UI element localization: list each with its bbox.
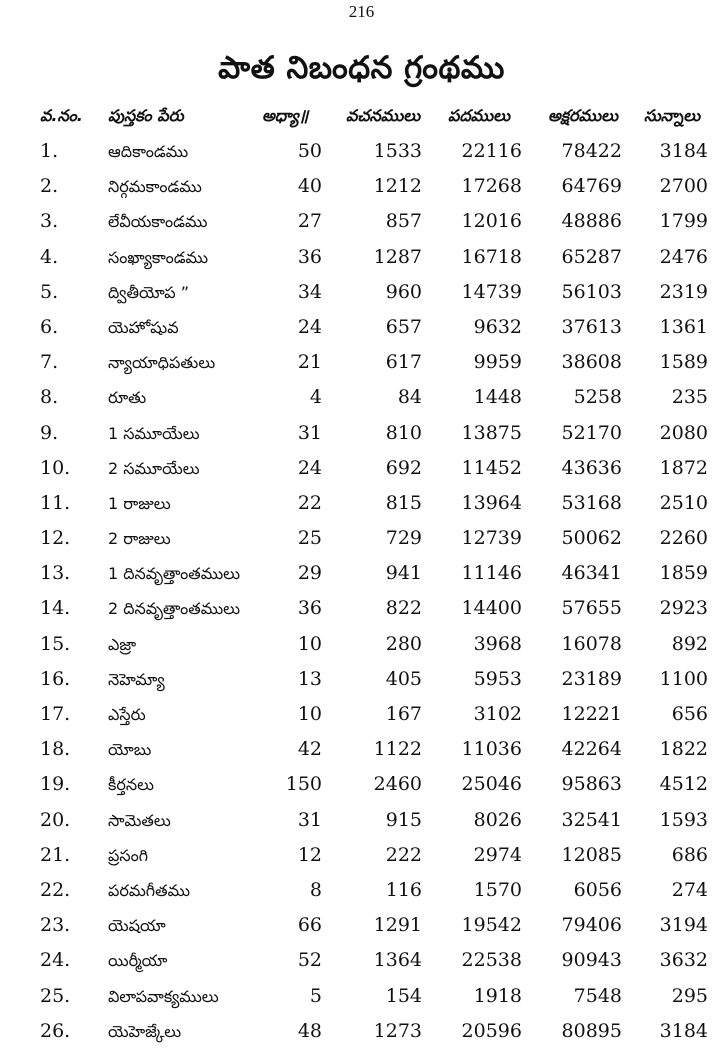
book-name: 2 దినవృత్తాంతములు [108,599,241,619]
table-header [0,98,723,134]
serial-number: 20. [40,808,71,831]
header-chapters: అధ్యా॥ [262,106,309,125]
chapters-count: 22 [297,491,322,514]
chapters-count: 10 [297,703,322,725]
chapters-count: 36 [297,597,322,620]
book-name: యెషయా [108,916,166,936]
words-count: 11036 [461,738,522,761]
letters-count: 52170 [561,421,622,444]
serial-number: 14. [40,597,71,620]
table-row [0,521,723,556]
table-row [0,838,723,873]
letters-count: 95863 [561,773,622,796]
chapters-count: 36 [297,245,322,268]
book-name: సామెతలు [108,810,171,830]
chapters-count: 42 [297,738,322,761]
table-row [0,979,723,1014]
book-name: రూతు [108,388,147,408]
nulls-count: 274 [671,878,708,901]
words-count: 2974 [473,843,522,866]
table-row [0,943,723,978]
nulls-count: 1872 [659,456,708,479]
verses-count: 815 [385,491,422,514]
book-name: ఆదికాండము [108,142,189,161]
verses-count: 1273 [373,1019,422,1042]
serial-number: 25. [40,984,71,1007]
serial-number: 4. [40,245,59,268]
words-count: 3102 [473,703,522,725]
verses-count: 405 [385,667,422,690]
chapters-count: 50 [297,140,322,162]
book-name: నిర్గమకాండము [108,177,202,197]
header-verses: వచనములు [346,106,421,125]
verses-count: 1533 [373,140,422,162]
serial-number: 23. [40,914,71,937]
chapters-count: 12 [297,843,322,866]
nulls-count: 295 [671,984,708,1007]
chapters-count: 29 [297,562,322,585]
serial-number: 24. [40,949,71,972]
nulls-count: 235 [671,386,708,409]
chapters-count: 40 [297,175,322,198]
letters-count: 46341 [561,562,622,585]
table-row [0,204,723,239]
nulls-count: 656 [671,703,708,725]
nulls-count: 2476 [659,245,708,268]
chapters-count: 8 [309,878,322,901]
book-name: యోబు [108,740,152,760]
verses-count: 617 [385,351,422,374]
verses-count: 2460 [373,773,422,796]
nulls-count: 686 [671,843,708,866]
table-row [0,169,723,204]
letters-count: 43636 [561,456,622,479]
serial-number: 2. [40,175,59,198]
table-row [0,803,723,838]
nulls-count: 1859 [659,562,708,585]
words-count: 17268 [461,175,522,198]
serial-number: 5. [40,280,59,303]
chapters-count: 27 [297,210,322,233]
verses-count: 280 [385,632,422,655]
table-row [0,697,723,732]
verses-count: 941 [385,562,422,585]
table-row [0,1014,723,1049]
chapters-count: 52 [297,949,322,972]
letters-count: 38608 [561,351,622,374]
letters-count: 12085 [561,843,622,866]
words-count: 8026 [473,808,522,831]
letters-count: 7548 [573,984,622,1007]
verses-count: 1291 [373,914,422,937]
letters-count: 5258 [573,386,622,409]
book-name: 1 రాజులు [108,493,171,513]
header-book-name: పుస్తకం పేరు [108,106,184,125]
table-row [0,240,723,275]
verses-count: 1364 [373,949,422,972]
header-serial-number: వ.నం. [40,106,83,125]
chapters-count: 31 [297,421,322,444]
book-name: 1 సమూయేలు [108,423,200,443]
chapters-count: 34 [297,280,322,303]
letters-count: 6056 [573,878,622,901]
verses-count: 167 [385,703,422,725]
table-row [0,275,723,310]
verses-count: 729 [385,527,422,550]
verses-count: 154 [385,984,422,1007]
letters-count: 79406 [561,914,622,937]
chapters-count: 25 [297,527,322,550]
serial-number: 1. [40,140,59,162]
chapters-count: 13 [297,667,322,690]
book-name: కీర్తనలు [108,775,154,795]
table-row [0,627,723,662]
chapters-count: 24 [297,315,322,338]
verses-count: 657 [385,315,422,338]
book-name: 2 రాజులు [108,529,171,549]
serial-number: 7. [40,351,59,374]
chapters-count: 4 [309,386,322,409]
nulls-count: 3184 [659,1019,708,1042]
words-count: 14400 [461,597,522,620]
book-name: 2 సమూయేలు [108,458,200,478]
header-nulls: సున్నాలు [644,106,701,125]
nulls-count: 2700 [659,175,708,198]
words-count: 16718 [461,245,522,268]
nulls-count: 2510 [659,491,708,514]
letters-count: 32541 [561,808,622,831]
verses-count: 116 [385,878,422,901]
serial-number: 17. [40,703,71,725]
book-name: విలాపవాక్యములు [108,986,219,1006]
page-title: పాత నిబంధన గ్రంథము [218,50,505,86]
nulls-count: 1361 [659,315,708,338]
verses-count: 692 [385,456,422,479]
table-row [0,873,723,908]
table-row [0,134,723,169]
chapters-count: 31 [297,808,322,831]
letters-count: 48886 [561,210,622,233]
book-name: ఎజ్రా [108,634,137,654]
chapters-count: 48 [297,1019,322,1042]
words-count: 5953 [473,667,522,690]
letters-count: 37613 [561,315,622,338]
table-row [0,416,723,451]
nulls-count: 2260 [659,527,708,550]
serial-number: 22. [40,878,71,901]
chapters-count: 66 [297,914,322,937]
letters-count: 50062 [561,527,622,550]
words-count: 11452 [461,456,522,479]
serial-number: 16. [40,667,71,690]
table-row [0,767,723,802]
verses-count: 1122 [373,738,422,761]
words-count: 1570 [473,878,522,901]
letters-count: 57655 [561,597,622,620]
chapters-count: 5 [309,984,322,1007]
words-count: 3968 [473,632,522,655]
nulls-count: 3632 [659,949,708,972]
nulls-count: 2319 [659,280,708,303]
letters-count: 23189 [561,667,622,690]
chapters-count: 24 [297,456,322,479]
letters-count: 78422 [561,140,622,162]
letters-count: 53168 [561,491,622,514]
serial-number: 10. [40,456,71,479]
verses-count: 810 [385,421,422,444]
letters-count: 90943 [561,949,622,972]
serial-number: 9. [40,421,59,444]
table-row [0,556,723,591]
book-name: యెహోషువ [108,317,179,337]
verses-count: 915 [385,808,422,831]
words-count: 9632 [473,315,522,338]
book-name: సంఖ్యాకాండము [108,247,209,267]
nulls-count: 892 [671,632,708,655]
book-name: యెహెజ్కేలు [108,1021,182,1041]
serial-number: 26. [40,1019,71,1042]
book-name: ప్రసంగి [108,845,149,865]
letters-count: 64769 [561,175,622,198]
chapters-count: 21 [297,351,322,374]
serial-number: 6. [40,315,59,338]
verses-count: 84 [397,386,422,409]
nulls-count: 1799 [659,210,708,233]
book-name: ద్వితీయోప ” [108,282,189,302]
table-row [0,486,723,521]
verses-count: 1212 [373,175,422,198]
verses-count: 857 [385,210,422,233]
serial-number: 3. [40,210,59,233]
serial-number: 13. [40,562,71,585]
letters-count: 65287 [561,245,622,268]
serial-number: 19. [40,773,71,796]
table-row [0,310,723,345]
nulls-count: 1822 [659,738,708,761]
nulls-count: 3184 [659,140,708,162]
table-row [0,345,723,380]
verses-count: 222 [385,843,422,866]
page-number: 216 [348,2,375,21]
nulls-count: 1593 [659,808,708,831]
table-body [0,134,723,1049]
words-count: 1918 [473,984,522,1007]
book-name: యిర్మీయా [108,951,168,971]
table-row [0,908,723,943]
verses-count: 960 [385,280,422,303]
words-count: 12016 [461,210,522,233]
book-name: నెహెమ్యా [108,669,165,689]
nulls-count: 2923 [659,597,708,620]
letters-count: 42264 [561,738,622,761]
table-row [0,451,723,486]
header-letters: అక్షరములు [548,106,618,125]
table-row [0,732,723,767]
book-name: న్యాయాధిపతులు [108,353,216,373]
words-count: 22538 [461,949,522,972]
chapters-count: 150 [285,773,322,796]
words-count: 25046 [461,773,522,796]
serial-number: 21. [40,843,71,866]
words-count: 13875 [461,421,522,444]
nulls-count: 3194 [659,914,708,937]
verses-count: 1287 [373,245,422,268]
words-count: 13964 [461,491,522,514]
letters-count: 12221 [561,703,622,725]
nulls-count: 1100 [659,667,708,690]
letters-count: 56103 [561,280,622,303]
nulls-count: 2080 [659,421,708,444]
table-row [0,591,723,626]
letters-count: 80895 [561,1019,622,1042]
words-count: 1448 [473,386,522,409]
table-row [0,662,723,697]
serial-number: 15. [40,632,71,655]
chapters-count: 10 [297,632,322,655]
words-count: 12739 [461,527,522,550]
words-count: 22116 [461,140,522,162]
words-count: 14739 [461,280,522,303]
words-count: 19542 [461,914,522,937]
words-count: 9959 [473,351,522,374]
nulls-count: 1589 [659,351,708,374]
header-words: పదములు [448,106,511,125]
verses-count: 822 [385,597,422,620]
book-name: పరమగీతము [108,880,191,900]
book-name: లేవీయకాండము [108,212,208,232]
serial-number: 12. [40,527,71,550]
table-row [0,380,723,415]
words-count: 11146 [461,562,522,585]
books-table [0,98,723,1049]
book-name: ఎస్తేరు [108,705,146,724]
book-name: 1 దినవృత్తాంతములు [108,564,241,584]
words-count: 20596 [461,1019,522,1042]
serial-number: 18. [40,738,71,761]
nulls-count: 4512 [659,773,708,796]
serial-number: 8. [40,386,59,409]
letters-count: 16078 [561,632,622,655]
serial-number: 11. [40,491,71,514]
